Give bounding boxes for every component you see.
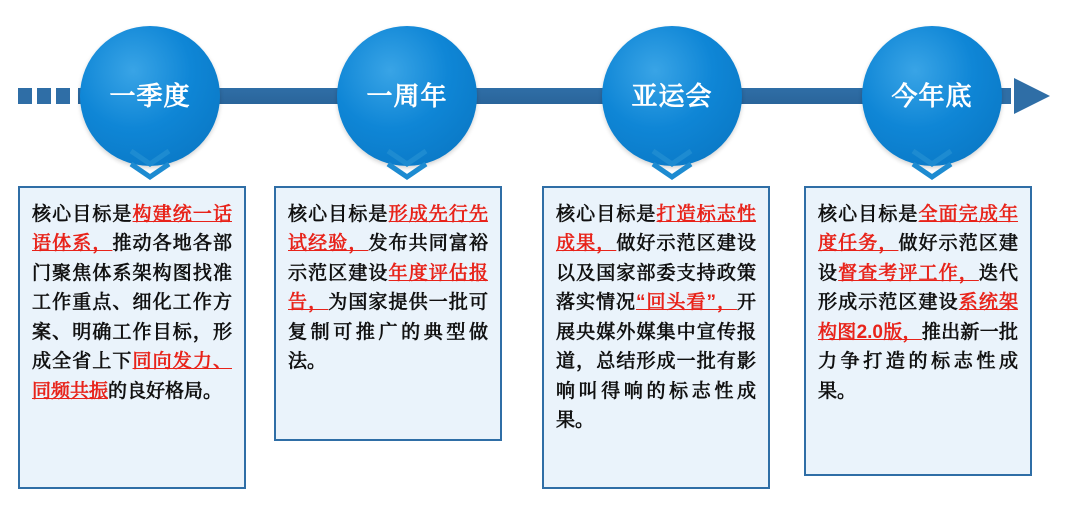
body-phrase: 核心目标是 xyxy=(32,204,133,225)
highlighted-phrase: 系统架构图2.0版， xyxy=(818,292,1018,343)
highlighted-phrase: 督查考评工作， xyxy=(838,262,979,284)
highlighted-phrase: 同向发力、同频共振 xyxy=(32,351,232,402)
body-phrase: 开展央媒外媒集中宣传报道，总结形成一批有影响叫得响的标志性成果。 xyxy=(556,292,756,432)
timeline-dash xyxy=(37,88,51,104)
timeline-node-3-label: 亚运会 xyxy=(631,80,713,111)
chevron-down-icon xyxy=(649,148,695,184)
highlighted-phrase: 构建统一话语体系， xyxy=(32,204,232,255)
body-phrase: 为国家提供一批可复制可推广的典型做法。 xyxy=(288,292,488,373)
timeline-node-2-label: 一周年 xyxy=(366,80,448,111)
milestone-card-4-text xyxy=(818,200,1018,406)
body-phrase: 核心目标是 xyxy=(556,204,657,225)
highlighted-phrase: 年度评估报告， xyxy=(288,262,488,314)
highlighted-phrase: “回头看”， xyxy=(635,292,737,314)
highlighted-phrase: 打造标志性成果， xyxy=(556,204,756,255)
chevron-down-icon xyxy=(127,148,173,184)
milestone-card-4 xyxy=(804,186,1032,476)
body-phrase: 核心目标是 xyxy=(818,204,919,225)
milestone-card-3-text xyxy=(556,200,756,436)
milestone-card-3 xyxy=(542,186,770,489)
timeline-arrow-icon xyxy=(1014,78,1050,114)
timeline-node-2 xyxy=(337,26,477,166)
timeline-node-4-label: 今年底 xyxy=(891,80,973,111)
milestone-card-2-text xyxy=(288,200,488,377)
timeline-node-1-label: 一季度 xyxy=(109,80,191,111)
body-phrase: 做好示范区建设以及国家部委支持政策落实情况 xyxy=(556,233,756,314)
milestone-card-1 xyxy=(18,186,246,489)
body-phrase: 推出新一批力争打造的标志性成果。 xyxy=(818,321,1018,402)
timeline-node-4 xyxy=(862,26,1002,166)
body-phrase: 核心目标是 xyxy=(288,204,389,225)
body-phrase: 推动各地各部门聚焦体系架构图找准工作重点、细化工作方案、明确工作目标，形成全省上下 xyxy=(32,233,232,373)
highlighted-phrase: 形成先行先试经验， xyxy=(288,204,488,255)
timeline-node-3 xyxy=(602,26,742,166)
body-phrase: 迭代形成示范区建设 xyxy=(818,262,1018,314)
chevron-down-icon xyxy=(909,148,955,184)
body-phrase: 做好示范区建设 xyxy=(818,233,1018,284)
timeline-dash xyxy=(18,88,32,104)
body-phrase: 的良好格局。 xyxy=(108,380,223,402)
timeline-dash xyxy=(56,88,70,104)
chevron-down-icon xyxy=(384,148,430,184)
body-phrase: 发布共同富裕示范区建设 xyxy=(288,233,488,284)
highlighted-phrase: 全面完成年度任务， xyxy=(818,204,1018,255)
timeline-node-1 xyxy=(80,26,220,166)
milestone-card-2 xyxy=(274,186,502,441)
milestone-card-1-text xyxy=(32,200,232,406)
